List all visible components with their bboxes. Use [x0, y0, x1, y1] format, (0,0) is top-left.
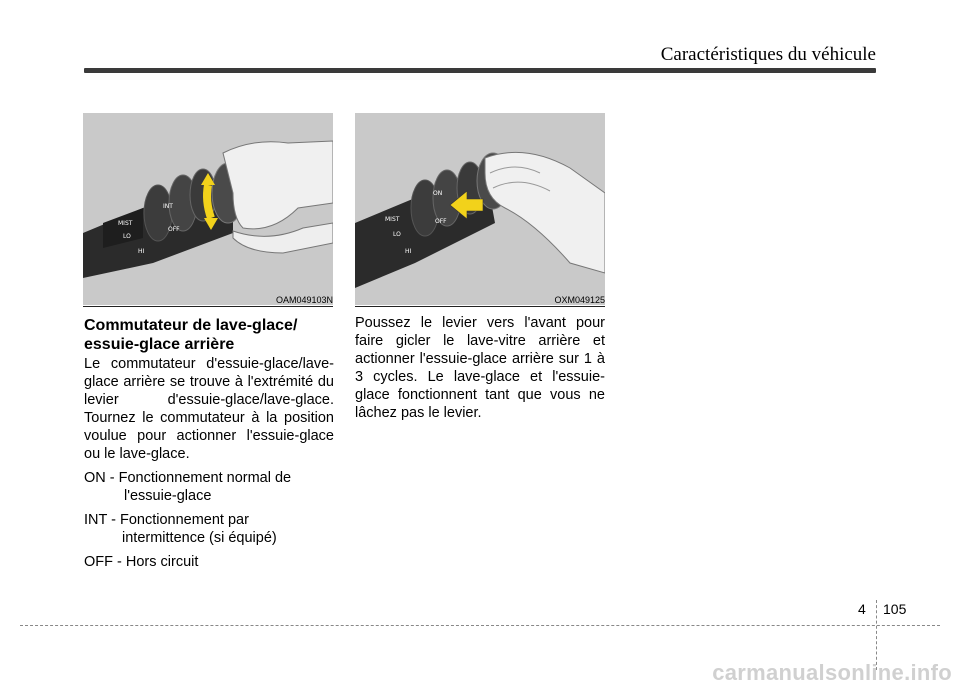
left-column	[84, 355, 334, 571]
mode-off-line1: OFF - Hors circuit	[84, 554, 199, 570]
mode-off	[84, 553, 334, 571]
lever-label-hi: HI	[405, 248, 412, 255]
lever-push-illustration	[355, 113, 605, 305]
figure-lever-push	[355, 113, 605, 305]
lever-label-off: OFF	[168, 226, 180, 233]
page-header-title: Caractéristiques du véhicule	[660, 44, 876, 65]
figure-wiper-knob-rotation	[83, 113, 333, 305]
page-number: 105	[883, 601, 907, 617]
wiper-knob-illustration	[83, 113, 333, 305]
lever-label-on: ON	[433, 190, 443, 197]
header-rule	[84, 68, 876, 73]
lever-label-mist: MIST	[385, 216, 400, 223]
right-column	[355, 314, 605, 422]
chapter-number: 4	[858, 601, 866, 617]
lever-label-mist: MIST	[118, 220, 133, 227]
lever-label-lo: LO	[393, 231, 401, 238]
figure-caption-rule	[355, 306, 605, 307]
figure-caption-rule	[83, 306, 333, 307]
mode-on-line1: ON - Fonctionnement normal de	[84, 470, 292, 486]
push-paragraph: Poussez le levier vers l'avant pour faire gicler le lave-vitre arrière et actionner l'essuie-glace arrière sur 1 à 3 cycles. Le lave-glace et l'essuie-glace fonctionnent tant que vous ne lâchez pas le levier.	[355, 315, 605, 421]
section-title: Commutateur de lave-glace/ essuie-glace arrière	[84, 317, 298, 353]
watermark: carmanualsonline.info	[712, 660, 952, 685]
footer-dashed-rule	[20, 625, 940, 626]
intro-paragraph: Le commutateur d'essuie-glace/lave-glace arrière se trouve à l'extrémité du levier d'essuie-glace/lave-glace. Tournez le commutateur à la position voulue pour actionner l'essuie-glace ou le lave-glace.	[84, 356, 334, 462]
figure-code: OAM049103N	[275, 295, 333, 305]
mode-int-line2: intermittence (si équipé)	[122, 530, 277, 546]
mode-on-line2: l'essuie-glace	[124, 488, 212, 504]
lever-label-lo: LO	[123, 233, 131, 240]
lever-label-int: INT	[163, 203, 173, 210]
mode-int	[84, 511, 334, 547]
lever-label-hi: HI	[138, 248, 145, 255]
lever-label-off: OFF	[435, 218, 447, 225]
mode-on	[84, 469, 334, 505]
mode-int-line1: INT - Fonctionnement par	[84, 512, 249, 528]
figure-code: OXM049125	[554, 295, 605, 305]
